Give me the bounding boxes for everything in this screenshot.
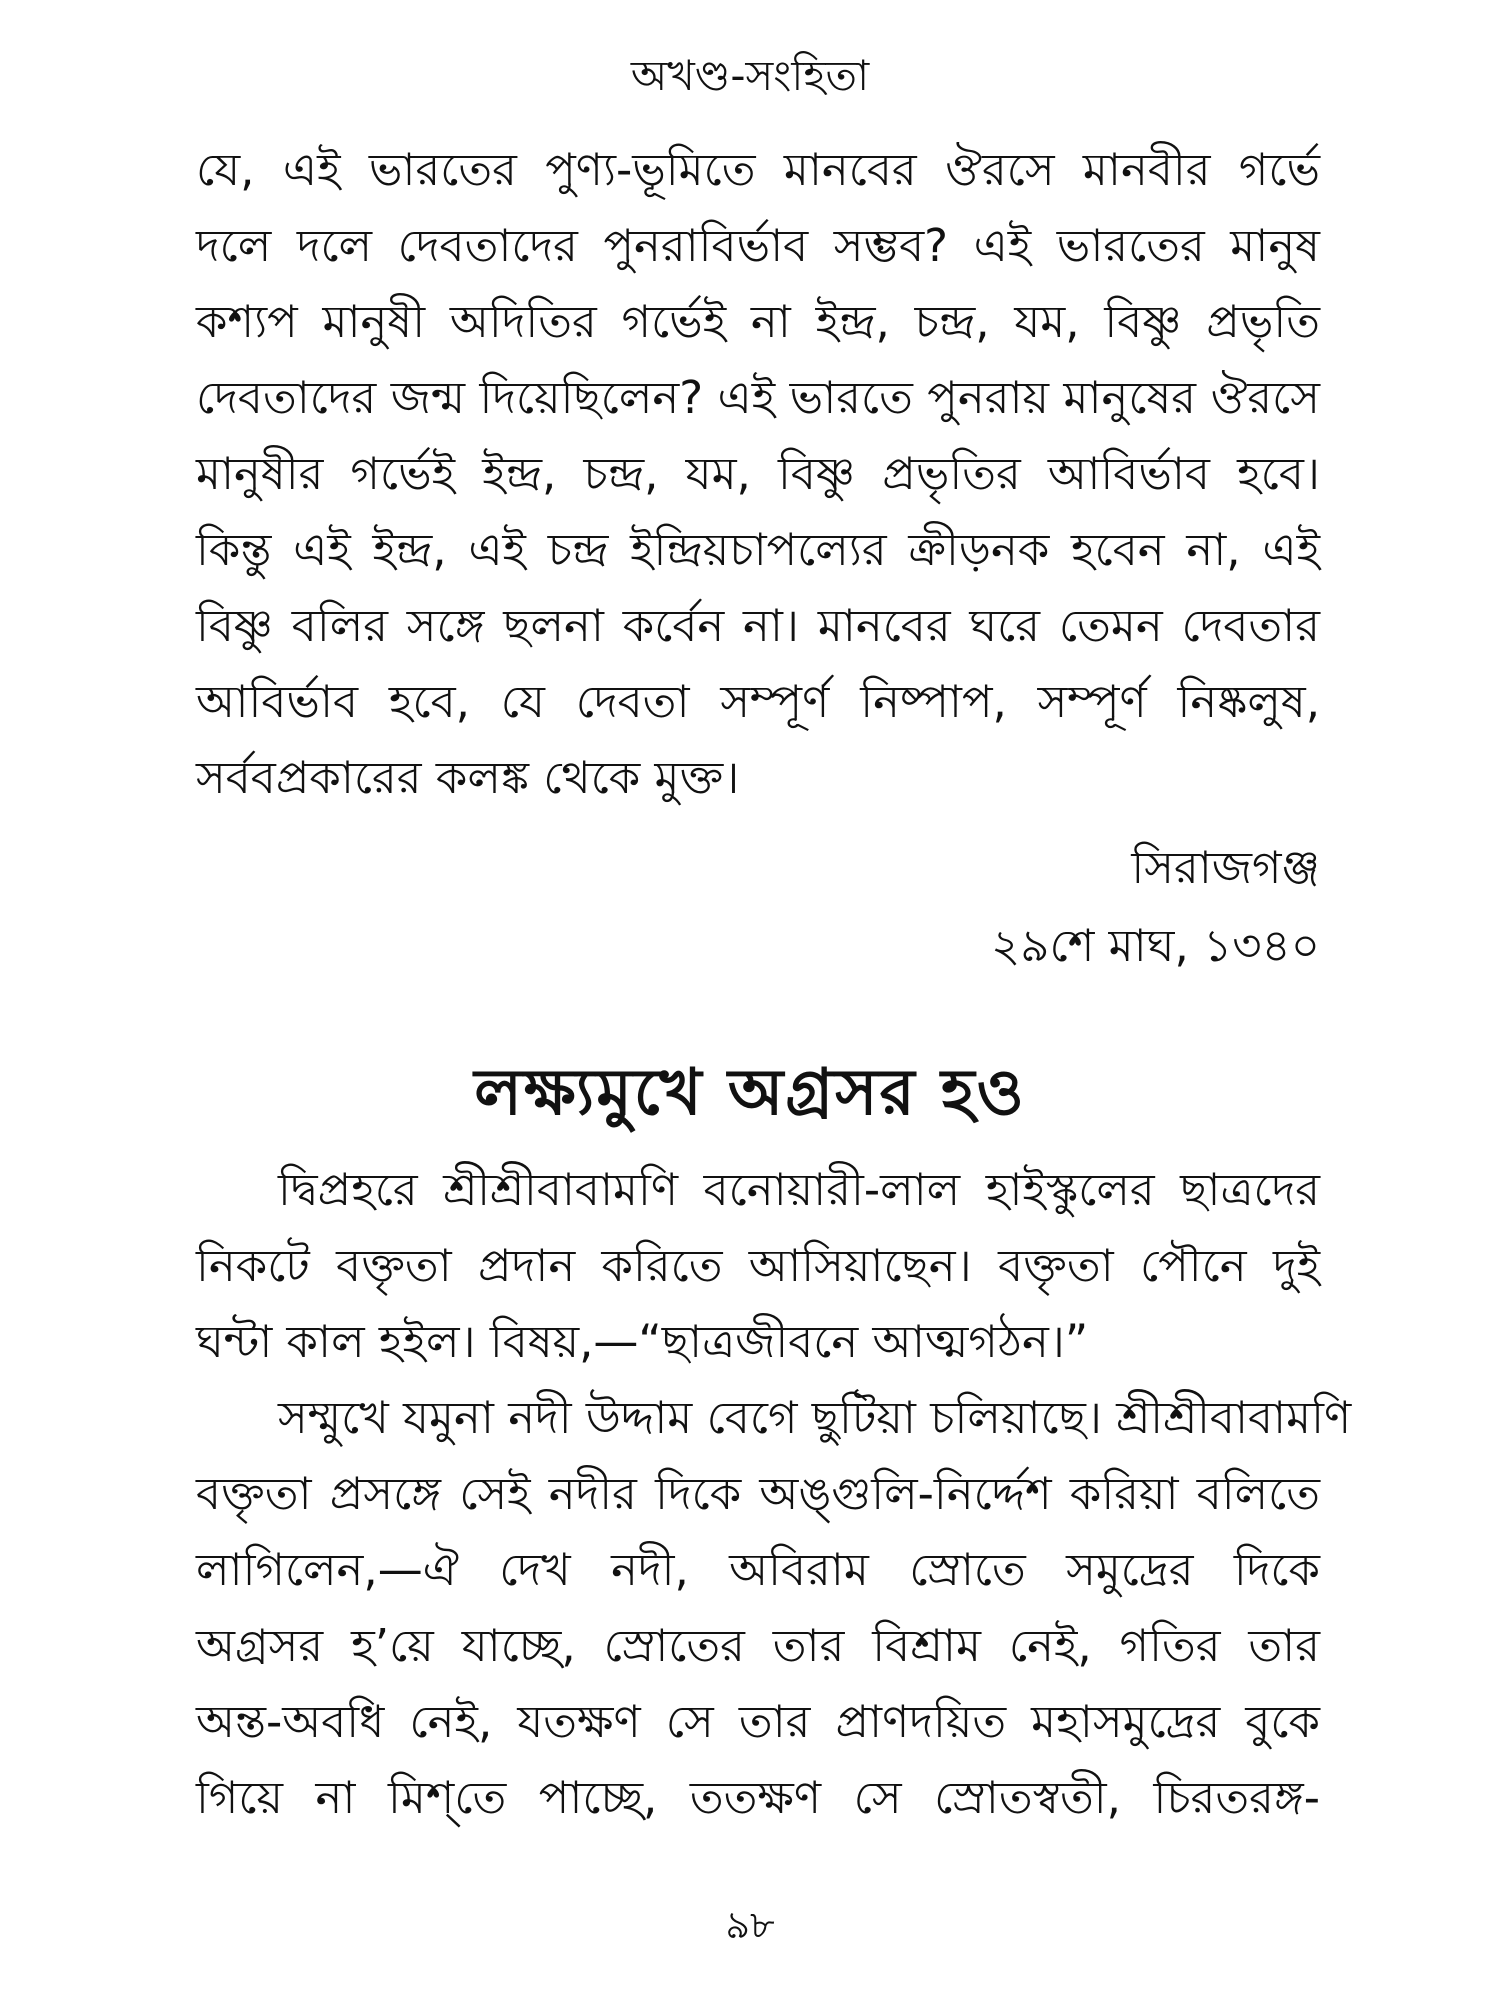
signoff-place: সিরাজগঞ্জ — [1131, 841, 1320, 894]
text-line: অগ্রসর হ’য়ে যাচ্ছে, স্রোতের তার বিশ্রাম নেই, গতির তার — [196, 1619, 1320, 1672]
text-line: গিয়ে না মিশ্‌তে পাচ্ছে, ততক্ষণ সে স্রোতস্বতী, চিরতরঙ্গ- — [196, 1771, 1320, 1824]
section-heading: লক্ষ্যমুখে অগ্রসর হও — [474, 1056, 1026, 1130]
text-line: বক্তৃতা প্রসঙ্গে সেই নদীর দিকে অঙ্গুলি-নির্দ্দেশ করিয়া বলিতে — [196, 1467, 1320, 1520]
text-line: আবির্ভাব হবে, যে দেবতা সম্পূর্ণ নিষ্পাপ, সম্পূর্ণ নিষ্কলুষ, — [196, 675, 1320, 728]
text-line: সর্ববপ্রকারের কলঙ্ক থেকে মুক্ত। — [196, 751, 740, 804]
signoff-date: ২৯শে মাঘ, ১৩৪০ — [990, 919, 1320, 972]
text-line: দেবতাদের জন্ম দিয়েছিলেন? এই ভারতে পুনরায় মানুষের ঔরসে — [196, 371, 1320, 424]
running-head: অখণ্ড-সংহিতা — [630, 51, 870, 100]
text-line: ঘন্টা কাল হইল। বিষয়,—“ছাত্রজীবনে আত্মগঠন।” — [196, 1315, 1089, 1368]
text-line: কিন্তু এই ইন্দ্র, এই চন্দ্র ইন্দ্রিয়চাপল্যের ক্রীড়নক হবেন না, এই — [196, 523, 1320, 576]
text-line: নিকটে বক্তৃতা প্রদান করিতে আসিয়াছেন। বক্তৃতা পৌনে দুই — [196, 1239, 1320, 1292]
text-line: দ্বিপ্রহরে শ্রীশ্রীবাবামণি বনোয়ারী-লাল হাইস্কুলের ছাত্রদের — [278, 1163, 1320, 1216]
page-number: ৯৮ — [725, 1903, 775, 1947]
text-line: যে, এই ভারতের পুণ্য-ভূমিতে মানবের ঔরসে মানবীর গর্ভে — [196, 143, 1320, 196]
text-line: মানুষীর গর্ভেই ইন্দ্র, চন্দ্র, যম, বিষ্ণু প্রভৃতির আবির্ভাব হবে। — [196, 447, 1320, 500]
text-line: বিষ্ণু বলির সঙ্গে ছলনা কর্বেন না। মানবের ঘরে তেমন দেবতার — [196, 599, 1320, 652]
text-line: দলে দলে দেবতাদের পুনরাবির্ভাব সম্ভব? এই ভারতের মানুষ — [196, 219, 1320, 272]
text-line: সম্মুখে যমুনা নদী উদ্দাম বেগে ছুটিয়া চলিয়াছে। শ্রীশ্রীবাবামণি — [278, 1391, 1352, 1444]
text-line: কশ্যপ মানুষী অদিতির গর্ভেই না ইন্দ্র, চন্দ্র, যম, বিষ্ণু প্রভৃতি — [196, 295, 1320, 348]
text-line: অন্ত-অবধি নেই, যতক্ষণ সে তার প্রাণদয়িত মহাসমুদ্রের বুকে — [196, 1695, 1320, 1748]
text-line: লাগিলেন,—ঐ দেখ নদী, অবিরাম স্রোতে সমুদ্রের দিকে — [196, 1543, 1320, 1596]
